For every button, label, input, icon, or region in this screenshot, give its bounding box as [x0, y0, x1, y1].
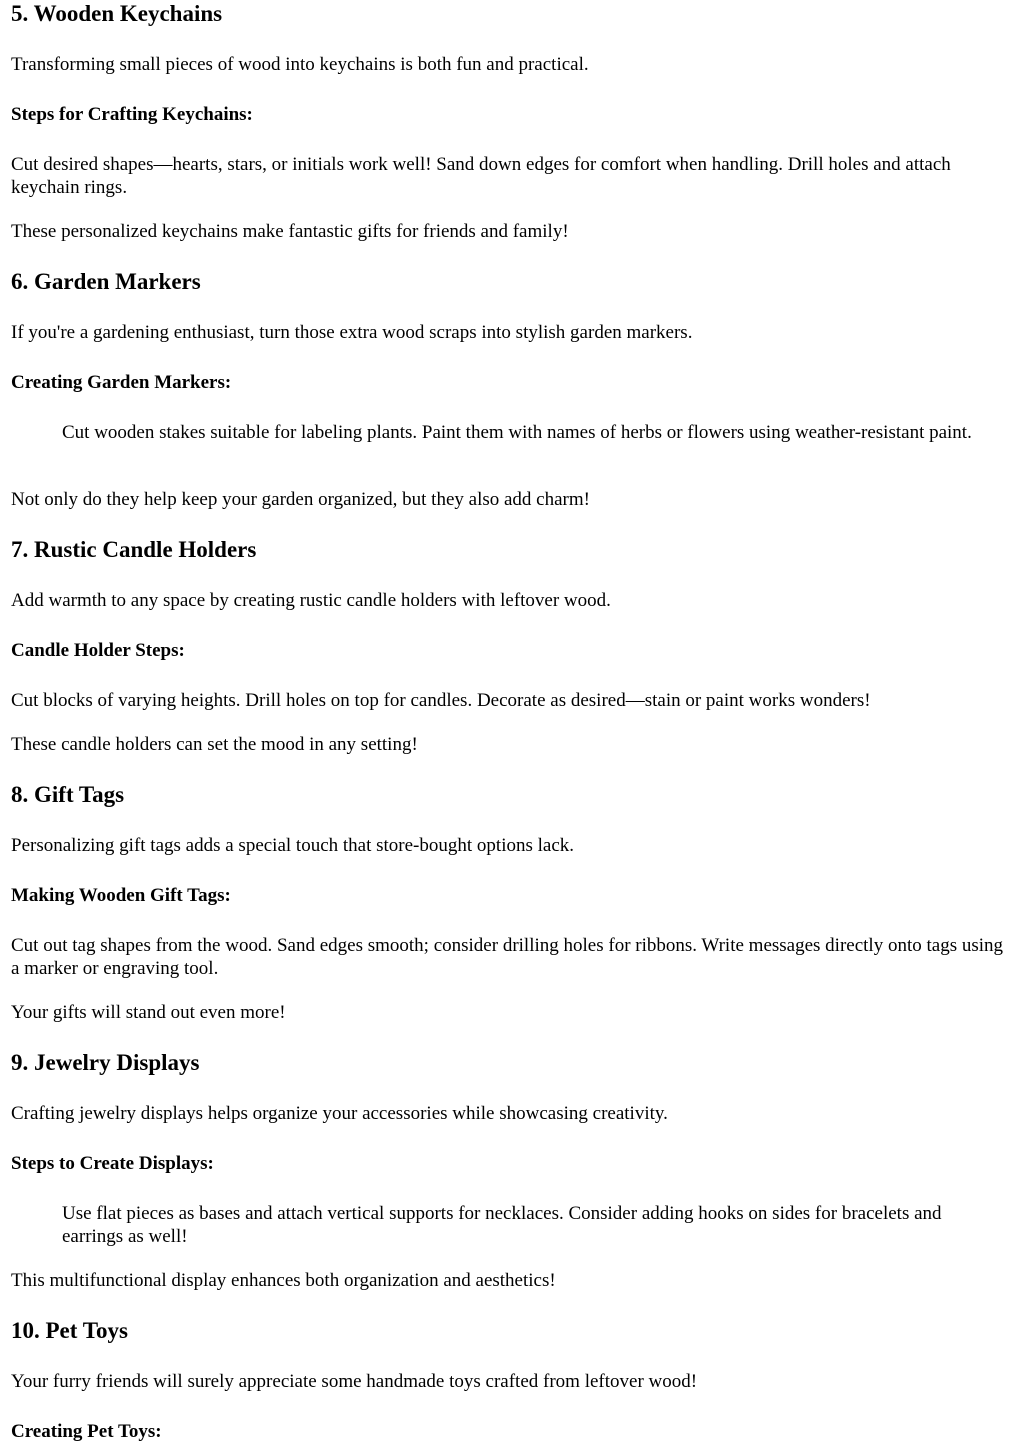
section-heading: 6. Garden Markers	[11, 269, 201, 294]
section-intro: Transforming small pieces of wood into keychains is both fun and practical.	[11, 54, 589, 75]
section-intro: Personalizing gift tags adds a special touch that store-bought options lack.	[11, 835, 575, 856]
section-steps: Use flat pieces as bases and attach vertical supports for necklaces. Consider adding hooks on sides for bracelets and earrings as well!	[62, 1203, 942, 1247]
section-subheading: Making Wooden Gift Tags:	[11, 885, 231, 906]
section-steps: Cut out tag shapes from the wood. Sand edges smooth; consider drilling holes for ribbons. Write messages directly onto tags using a marker or engraving tool.	[11, 935, 1004, 979]
section-closing: These candle holders can set the mood in any setting!	[11, 734, 418, 755]
section-heading: 10. Pet Toys	[11, 1318, 128, 1343]
section-heading: 9. Jewelry Displays	[11, 1050, 200, 1075]
section-intro: Your furry friends will surely appreciate some handmade toys crafted from leftover wood!	[11, 1371, 698, 1392]
section-closing: Your gifts will stand out even more!	[11, 1002, 286, 1023]
section-closing: These personalized keychains make fantastic gifts for friends and family!	[11, 221, 569, 242]
section-steps: Cut wooden stakes suitable for labeling plants. Paint them with names of herbs or flowers using weather-resistant paint.	[62, 422, 972, 443]
section-subheading: Steps for Crafting Keychains:	[11, 104, 253, 125]
section-heading: 5. Wooden Keychains	[11, 1, 223, 26]
section-heading: 7. Rustic Candle Holders	[11, 537, 257, 562]
section-steps: Cut desired shapes—hearts, stars, or initials work well! Sand down edges for comfort when handling. Drill holes and attach keychain rings.	[11, 154, 951, 198]
section-closing: Not only do they help keep your garden organized, but they also add charm!	[11, 489, 590, 510]
section-intro: Add warmth to any space by creating rustic candle holders with leftover wood.	[11, 590, 611, 611]
section-steps: Cut blocks of varying heights. Drill holes on top for candles. Decorate as desired—stain or paint works wonders!	[11, 690, 871, 711]
section-subheading: Steps to Create Displays:	[11, 1153, 214, 1174]
section-intro: If you're a gardening enthusiast, turn those extra wood scraps into stylish garden markers.	[11, 322, 693, 343]
section-heading: 8. Gift Tags	[11, 782, 125, 807]
section-intro: Crafting jewelry displays helps organize your accessories while showcasing creativity.	[11, 1103, 668, 1124]
section-subheading: Creating Pet Toys:	[11, 1421, 162, 1442]
section-subheading: Creating Garden Markers:	[11, 372, 232, 393]
section-closing: This multifunctional display enhances both organization and aesthetics!	[11, 1270, 556, 1291]
section-subheading: Candle Holder Steps:	[11, 640, 185, 661]
